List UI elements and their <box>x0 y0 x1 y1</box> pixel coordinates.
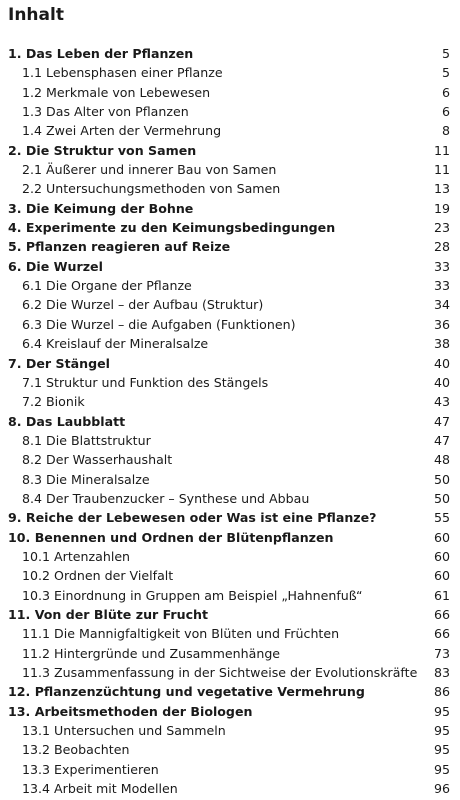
toc-section-entry[interactable] <box>8 547 450 566</box>
toc-chapter-entry[interactable] <box>8 199 450 218</box>
toc-section-entry[interactable] <box>8 276 450 295</box>
toc-page-number: 38 <box>433 336 450 352</box>
toc-entry-title: 6.2 Die Wurzel – der Aufbau (Struktur) <box>22 297 264 313</box>
toc-page-number: 61 <box>433 587 450 603</box>
toc-entry-title: 13.3 Experimentieren <box>22 761 159 777</box>
toc-page-number: 55 <box>433 510 450 526</box>
toc-section-entry[interactable] <box>8 644 450 663</box>
toc-entry-title: 8.4 Der Traubenzucker – Synthese und Abbau <box>22 490 310 506</box>
toc-section-entry[interactable] <box>8 740 450 759</box>
page-title: Inhalt <box>8 5 64 25</box>
toc-entry-title: 4. Experimente zu den Keimungsbedingungen <box>8 220 336 236</box>
toc-entry-title: 10.1 Artenzahlen <box>22 548 131 564</box>
toc-section-entry[interactable] <box>8 179 450 198</box>
toc-section-entry[interactable] <box>8 431 450 450</box>
toc-page-number: 95 <box>433 723 450 739</box>
toc-entry-title: 11. Von der Blüte zur Frucht <box>8 606 209 622</box>
toc-entry-title: 10.2 Ordnen der Vielfalt <box>22 568 174 584</box>
toc-entry-title: 11.1 Die Mannigfaltigkeit von Blüten und Früchten <box>22 626 340 642</box>
toc-page-number: 34 <box>433 297 450 313</box>
toc-entry-title: 5. Pflanzen reagieren auf Reize <box>8 239 231 255</box>
toc-page-number: 66 <box>433 606 450 622</box>
toc-entry-title: 10. Benennen und Ordnen der Blütenpflanzen <box>8 529 334 545</box>
toc-page-number: 33 <box>433 258 450 274</box>
toc-chapter-entry[interactable] <box>8 702 450 721</box>
toc-entry-title: 10.3 Einordnung in Gruppen am Beispiel „Hahnenfuß“ <box>22 587 363 603</box>
toc-section-entry[interactable] <box>8 392 450 411</box>
toc-section-entry[interactable] <box>8 83 450 102</box>
toc-page-number: 60 <box>433 529 450 545</box>
toc-page-number: 19 <box>433 200 450 216</box>
toc-page-number: 11 <box>433 162 450 178</box>
toc-page-number: 86 <box>433 684 450 700</box>
toc-page-number: 47 <box>433 432 450 448</box>
toc-page-number: 50 <box>433 490 450 506</box>
toc-chapter-entry[interactable] <box>8 141 450 160</box>
toc-chapter-entry[interactable] <box>8 508 450 527</box>
toc-page-number: 28 <box>433 239 450 255</box>
toc-section-entry[interactable] <box>8 121 450 140</box>
toc-page-number: 6 <box>441 104 450 120</box>
toc-chapter-entry[interactable] <box>8 605 450 624</box>
toc-entry-title: 8.1 Die Blattstruktur <box>22 432 151 448</box>
toc-section-entry[interactable] <box>8 315 450 334</box>
toc-page-number: 13 <box>433 181 450 197</box>
toc-entry-title: 11.2 Hintergründe und Zusammenhänge <box>22 645 281 661</box>
toc-page-number: 48 <box>433 452 450 468</box>
toc-page-number: 43 <box>433 394 450 410</box>
toc-entry-title: 13.4 Arbeit mit Modellen <box>22 781 178 797</box>
toc-entry-title: 2. Die Struktur von Samen <box>8 142 197 158</box>
toc-page-number: 60 <box>433 548 450 564</box>
toc-entry-title: 1.2 Merkmale von Lebewesen <box>22 84 211 100</box>
toc-page-number: 95 <box>433 703 450 719</box>
toc-entry-title: 2.2 Untersuchungsmethoden von Samen <box>22 181 281 197</box>
toc-page-number: 40 <box>433 374 450 390</box>
toc-section-entry[interactable] <box>8 295 450 314</box>
toc-chapter-entry[interactable] <box>8 412 450 431</box>
toc-chapter-entry[interactable] <box>8 257 450 276</box>
toc-page-number: 60 <box>433 568 450 584</box>
table-of-contents <box>8 44 450 798</box>
toc-page-number: 83 <box>433 665 450 680</box>
toc-entry-title: 1.4 Zwei Arten der Vermehrung <box>22 123 222 139</box>
toc-page-number: 5 <box>441 46 450 61</box>
toc-section-entry[interactable] <box>8 470 450 489</box>
toc-section-entry[interactable] <box>8 63 450 82</box>
toc-page-number: 33 <box>433 278 450 294</box>
toc-entry-title: 6.4 Kreislauf der Mineralsalze <box>22 336 209 352</box>
toc-section-entry[interactable] <box>8 102 450 121</box>
toc-section-entry[interactable] <box>8 160 450 179</box>
toc-entry-title: 11.3 Zusammenfassung in der Sichtweise der Evolutionskräfte <box>22 665 418 680</box>
toc-page-number: 6 <box>441 84 450 100</box>
toc-page-number: 50 <box>433 471 450 487</box>
toc-entry-title: 6. Die Wurzel <box>8 258 103 274</box>
toc-chapter-entry[interactable] <box>8 354 450 373</box>
toc-section-entry[interactable] <box>8 721 450 740</box>
toc-entry-title: 8.2 Der Wasserhaushalt <box>22 452 173 468</box>
toc-section-entry[interactable] <box>8 586 450 605</box>
toc-chapter-entry[interactable] <box>8 682 450 701</box>
toc-page-number: 95 <box>433 742 450 758</box>
toc-chapter-entry[interactable] <box>8 44 450 63</box>
toc-entry-title: 6.3 Die Wurzel – die Aufgaben (Funktionen) <box>22 316 296 332</box>
toc-section-entry[interactable] <box>8 450 450 469</box>
toc-chapter-entry[interactable] <box>8 218 450 237</box>
toc-entry-title: 13.2 Beobachten <box>22 742 130 758</box>
toc-entry-title: 7.1 Struktur und Funktion des Stängels <box>22 374 269 390</box>
toc-section-entry[interactable] <box>8 334 450 353</box>
toc-entry-title: 8. Das Laubblatt <box>8 413 126 429</box>
toc-section-entry[interactable] <box>8 373 450 392</box>
toc-entry-title: 3. Die Keimung der Bohne <box>8 200 194 216</box>
toc-section-entry[interactable] <box>8 779 450 798</box>
toc-page-number: 5 <box>441 65 450 81</box>
toc-entry-title: 7. Der Stängel <box>8 355 110 371</box>
toc-page-number: 73 <box>433 645 450 661</box>
toc-entry-title: 1. Das Leben der Pflanzen <box>8 46 194 61</box>
toc-entry-title: 7.2 Bionik <box>22 394 85 410</box>
toc-section-entry[interactable] <box>8 624 450 643</box>
toc-page-number: 40 <box>433 355 450 371</box>
toc-entry-title: 13. Arbeitsmethoden der Biologen <box>8 703 253 719</box>
toc-chapter-entry[interactable] <box>8 528 450 547</box>
toc-chapter-entry[interactable] <box>8 237 450 256</box>
toc-page-number: 36 <box>433 316 450 332</box>
toc-page-number: 66 <box>433 626 450 642</box>
toc-entry-title: 13.1 Untersuchen und Sammeln <box>22 723 226 739</box>
toc-page-number: 8 <box>441 123 450 139</box>
toc-page-number: 23 <box>433 220 450 236</box>
toc-entry-title: 9. Reiche der Lebewesen oder Was ist eine Pflanze? <box>8 510 377 526</box>
toc-entry-title: 2.1 Äußerer und innerer Bau von Samen <box>22 162 277 178</box>
toc-page-number: 11 <box>433 142 450 158</box>
toc-entry-title: 8.3 Die Mineralsalze <box>22 471 150 487</box>
toc-page-number: 96 <box>433 781 450 797</box>
toc-entry-title: 1.3 Das Alter von Pflanzen <box>22 104 189 120</box>
toc-page-number: 95 <box>433 761 450 777</box>
toc-section-entry[interactable] <box>8 760 450 779</box>
toc-section-entry[interactable] <box>8 663 450 682</box>
toc-entry-title: 6.1 Die Organe der Pflanze <box>22 278 192 294</box>
toc-entry-title: 12. Pflanzenzüchtung und vegetative Vermehrung <box>8 684 365 700</box>
toc-section-entry[interactable] <box>8 489 450 508</box>
toc-page-number: 47 <box>433 413 450 429</box>
toc-entry-title: 1.1 Lebensphasen einer Pflanze <box>22 65 223 81</box>
toc-section-entry[interactable] <box>8 566 450 585</box>
